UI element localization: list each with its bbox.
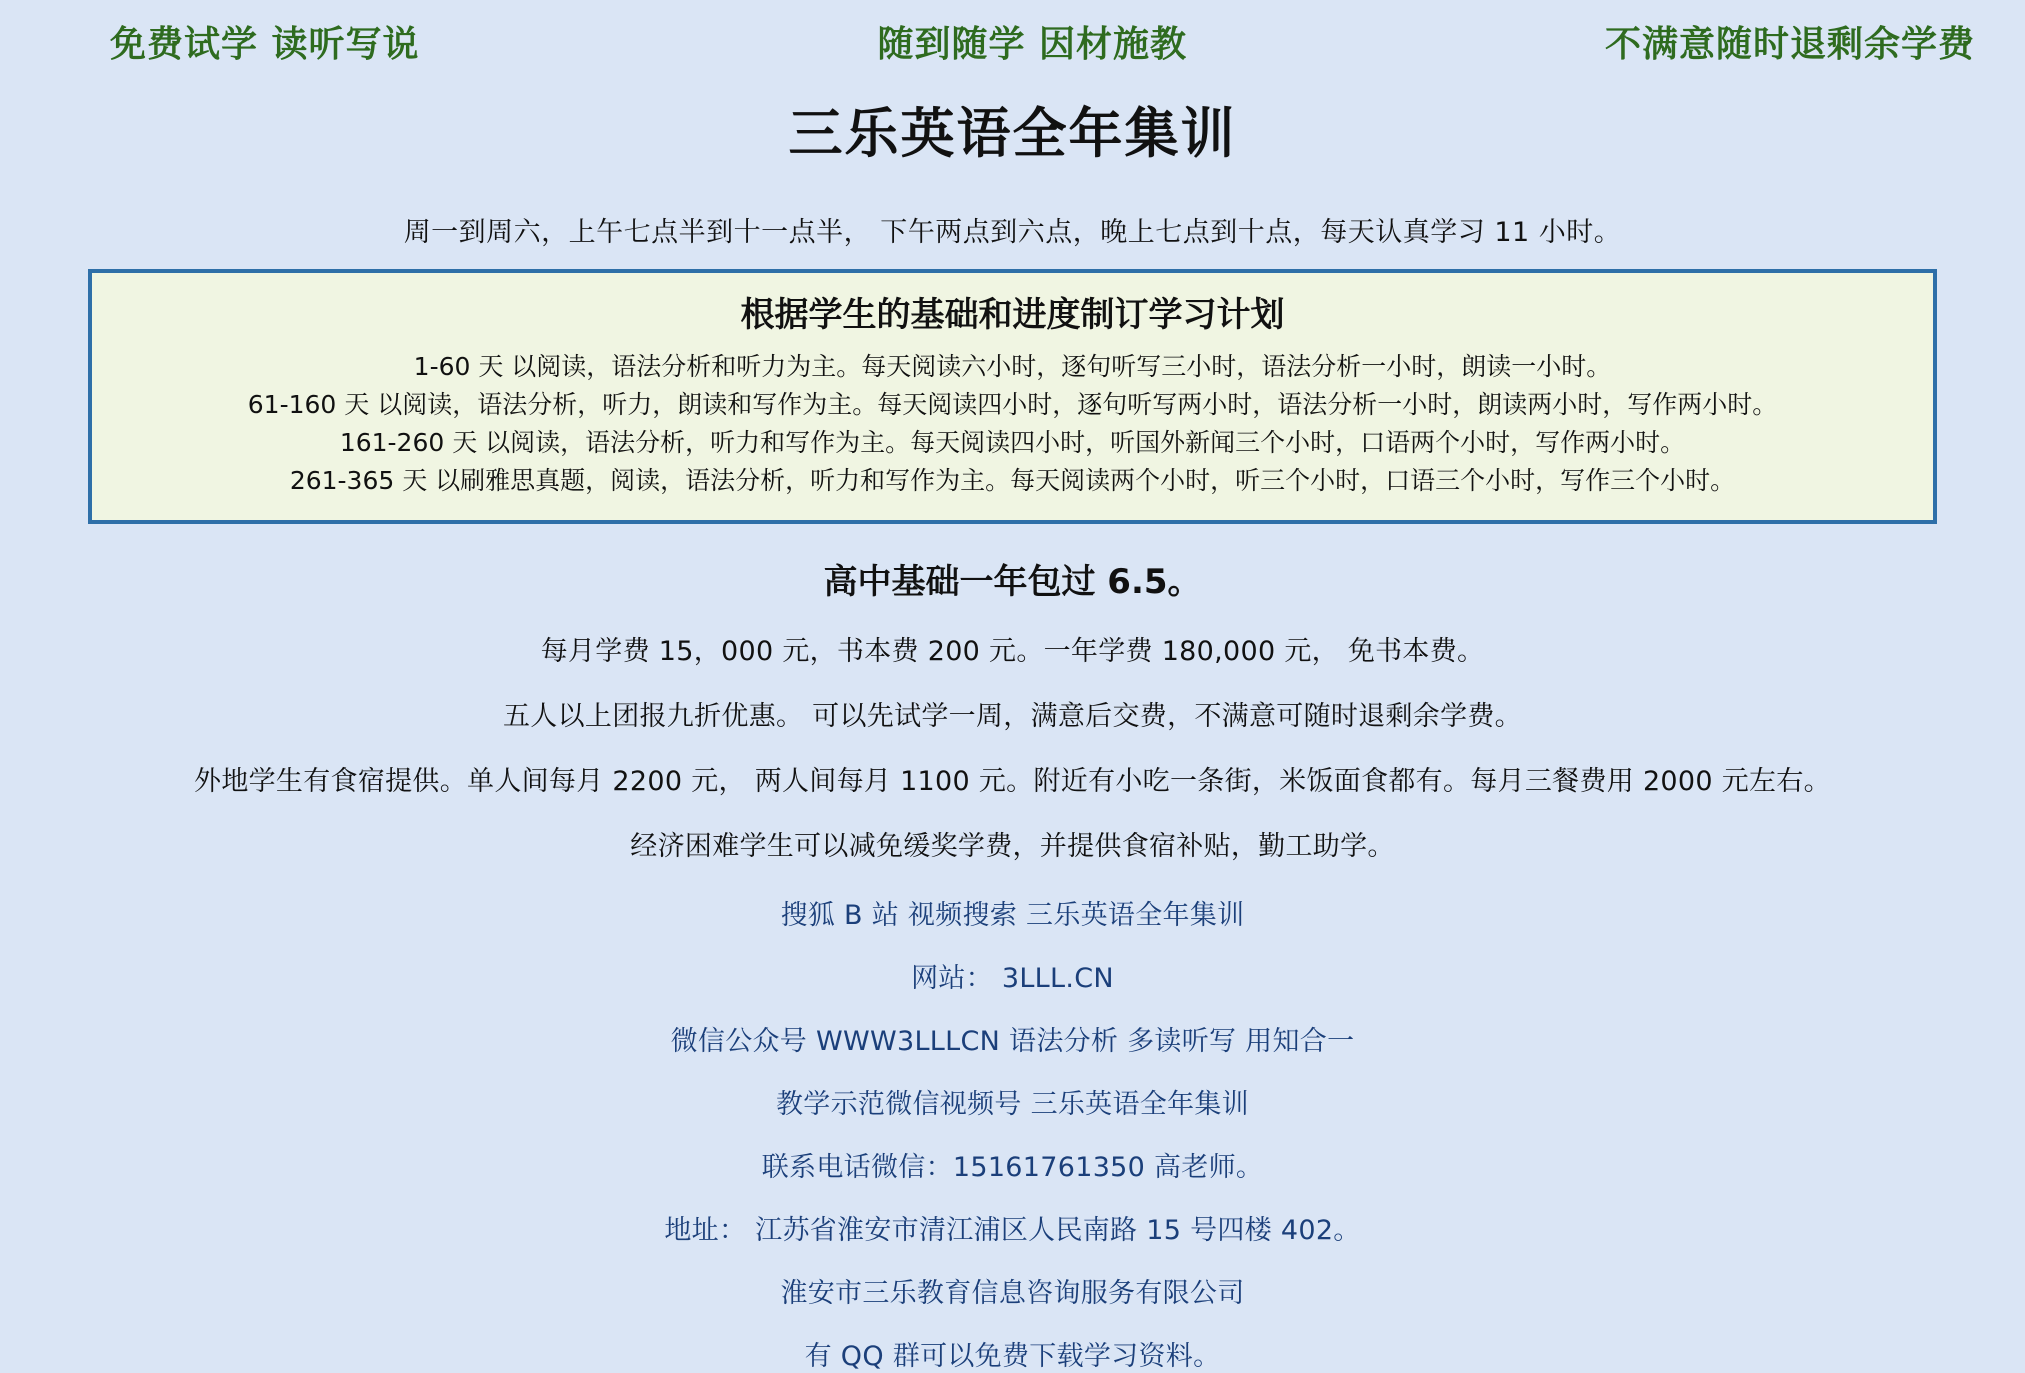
slogan-left: 免费试学 读听写说: [110, 24, 420, 65]
study-plan-title: 根据学生的基础和进度制订学习计划: [740, 295, 1285, 335]
study-plan-box: [88, 269, 1937, 524]
contact-wechat-channel: 教学示范微信视频号 三乐英语全年集训: [776, 1089, 1249, 1120]
contact-address: 地址： 江苏省淮安市清江浦区人民南路 15 号四楼 402。: [664, 1215, 1361, 1246]
daily-schedule-text: 周一到周六，上午七点半到十一点半， 下午两点到六点，晚上七点到十点，每天认真学习 11 小时。: [403, 217, 1622, 248]
study-plan-item: 61-160 天 以阅读，语法分析，听力，朗读和写作为主。每天阅读四小时，逐句听写两小时，语法分析一小时，朗读两小时，写作两小时。: [247, 390, 1778, 419]
study-plan-item: 261-365 天 以刷雅思真题，阅读，语法分析，听力和写作为主。每天阅读两个小时，听三个小时，口语三个小时，写作三个小时。: [289, 466, 1736, 495]
page-title: 三乐英语全年集训: [788, 102, 1237, 165]
fee-line: 经济困难学生可以减免缓奖学费，并提供食宿补贴，勤工助学。: [630, 831, 1395, 862]
contact-phone: 联系电话微信：15161761350 高老师。: [761, 1152, 1264, 1183]
fee-line: 五人以上团报九折优惠。 可以先试学一周，满意后交费，不满意可随时退剩余学费。: [503, 701, 1522, 732]
slogan-row: [0, 0, 2025, 67]
contact-video-platforms: 搜狐 B 站 视频搜索 三乐英语全年集训: [780, 900, 1245, 931]
contact-qq-group: 有 QQ 群可以免费下载学习资料。: [804, 1341, 1221, 1372]
fee-line: 外地学生有食宿提供。单人间每月 2200 元， 两人间每月 1100 元。附近有小吃一条街，米饭面食都有。每月三餐费用 2000 元左右。: [194, 766, 1831, 797]
fee-line: 每月学费 15，000 元，书本费 200 元。一年学费 180,000 元， 免书本费。: [540, 636, 1485, 667]
contact-section: [0, 893, 2025, 1373]
study-plan-item: 1-60 天 以阅读，语法分析和听力为主。每天阅读六小时，逐句听写三小时，语法分析一小时，朗读一小时。: [413, 352, 1612, 381]
company-name: 淮安市三乐教育信息咨询服务有限公司: [780, 1278, 1245, 1309]
slogan-center: 随到随学 因材施教: [877, 24, 1188, 65]
guarantee-text: 高中基础一年包过 6.5。: [823, 562, 1202, 602]
study-plan-item: 161-260 天 以阅读，语法分析，听力和写作为主。每天阅读四小时，听国外新闻三个小时，口语两个小时，写作两小时。: [339, 428, 1686, 457]
slogan-right: 不满意随时退剩余学费: [1604, 24, 1975, 65]
contact-website: 网站： 3LLL.CN: [911, 963, 1114, 994]
contact-wechat-official: 微信公众号 WWW3LLLCN 语法分析 多读听写 用知合一: [670, 1026, 1355, 1057]
